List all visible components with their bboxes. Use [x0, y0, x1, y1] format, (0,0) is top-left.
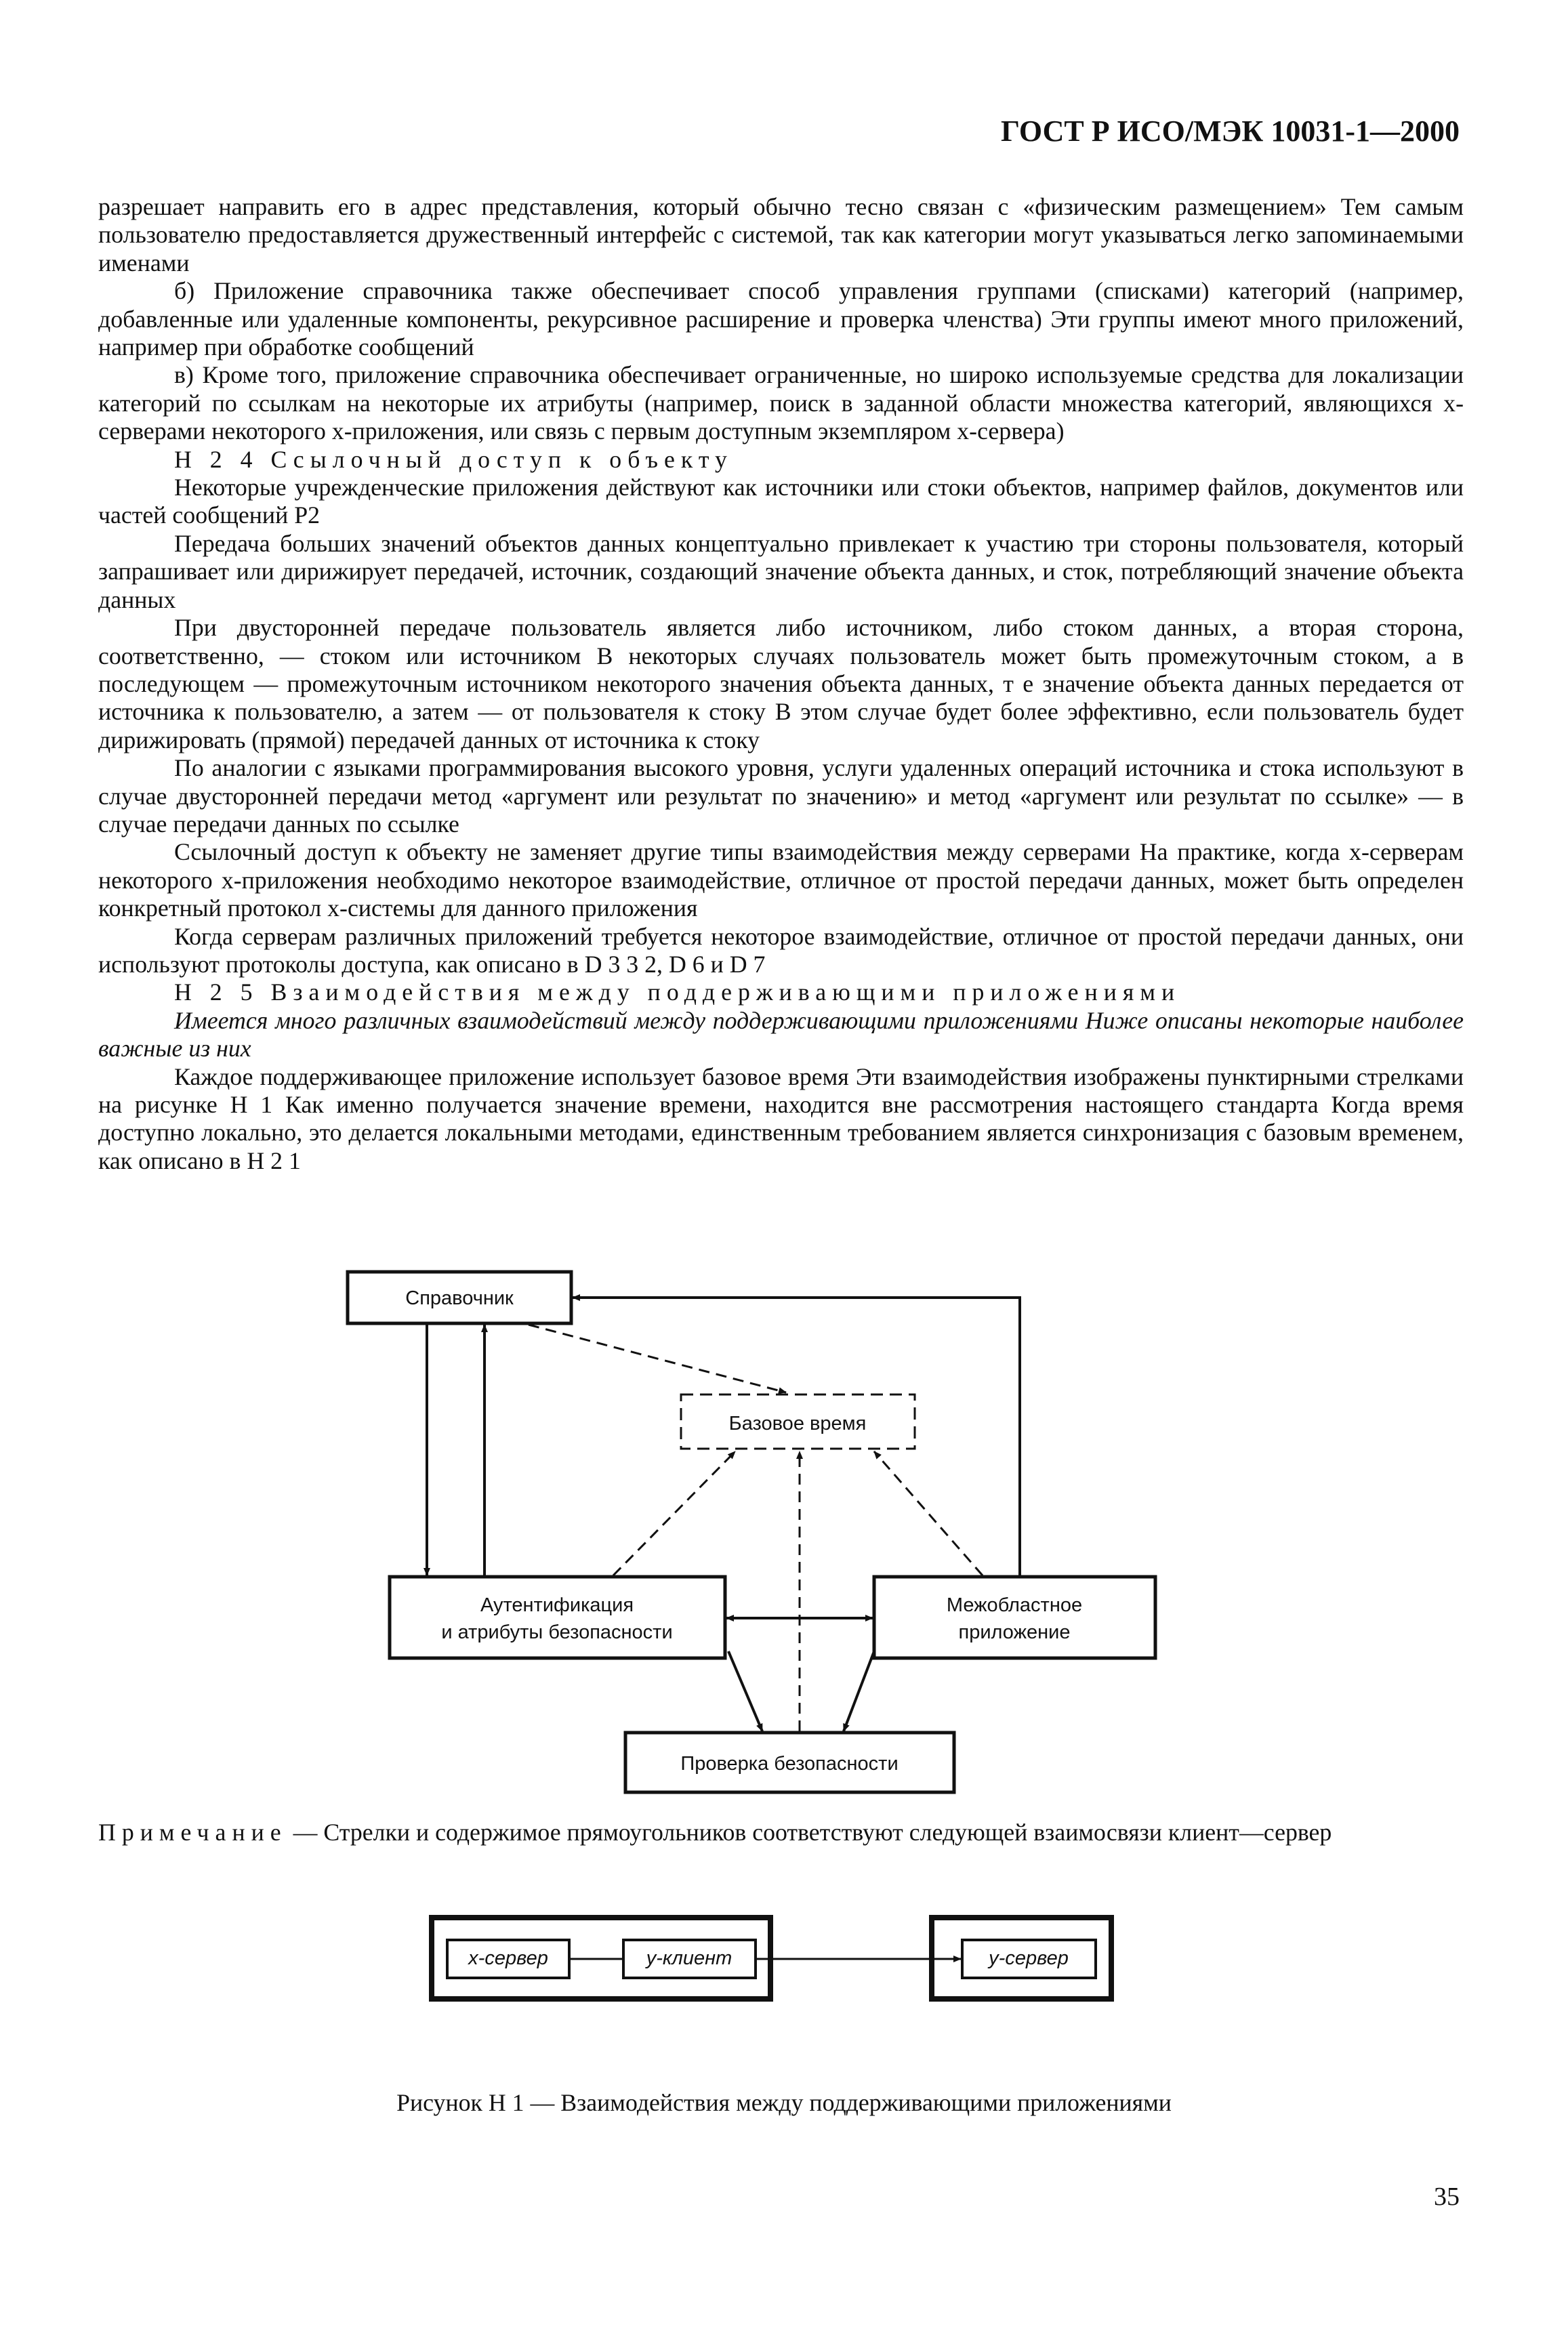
directory-label: Справочник — [405, 1287, 514, 1309]
interdomain-label-1: Межобластное — [946, 1594, 1083, 1616]
page-number: 35 — [1434, 2183, 1460, 2211]
paragraph: Когда серверам различных приложений требуется некоторое взаимодействие, отличное от простой передачи данных, они используют протоколы доступа, как описано в D 3 3 2, D 6 и D 7 — [98, 922, 1464, 978]
dashed-arrow-auth-to-time — [613, 1451, 735, 1575]
figure-caption: Рисунок Н 1 — Взаимодействия между поддерживающими приложениями — [396, 2089, 1172, 2116]
note-label: Примечание — [98, 1819, 287, 1846]
security-check-label: Проверка безопасности — [680, 1753, 899, 1775]
body-text — [98, 193, 1464, 1175]
dashed-arrow-interdomain-to-time — [874, 1451, 983, 1575]
auth-box — [390, 1577, 725, 1658]
paragraph: разрешает направить его в адрес представления, который обычно тесно связан с «физическим размещением» Тем самым пользователю предоставляется дружественный интерфейс с системой, так как категории могут указываться легко запоминаемыми именами — [98, 193, 1464, 276]
paragraph: б) Приложение справочника также обеспечивает способ управления группами (списками) категорий (например, добавленные или удаленные компоненты, рекурсивное расширение и проверка членства) Эти группы имеют много приложений, например при обработке сообщений — [98, 277, 1464, 361]
section-heading: Н 2 5 Взаимодействия между поддерживающими приложениями — [174, 978, 1181, 1006]
paragraph: Ссылочный доступ к объекту не заменяет другие типы взаимодействия между серверами На практике, когда х-серверам некоторого х-приложения необходимо некоторое взаимодействие, отличное от простой передачи данных, может быть определен конкретный протокол х-системы для данного приложения — [98, 838, 1464, 922]
paragraph: Имеется много различных взаимодействий между поддерживающими приложениями Ниже описаны некоторые наиболее важные из них — [98, 1006, 1464, 1062]
paragraph: Каждое поддерживающее приложение использует базовое время Эти взаимодействия изображены пунктирными стрелками на рисунке Н 1 Как именно получается значение времени, находится вне рассмотрения настоящего стандарта Когда время доступно локально, это делается локальными методами, единственным требованием является синхронизация с базовым временем, как описано в Н 2 1 — [98, 1062, 1464, 1174]
interdomain-box — [874, 1577, 1155, 1658]
base-time-label: Базовое время — [728, 1413, 867, 1434]
arrow-auth-to-check — [728, 1651, 762, 1731]
arrow-interdomain-to-directory — [573, 1298, 1020, 1577]
x-server-label: х-сервер — [468, 1947, 548, 1969]
interdomain-label-2: приложение — [958, 1621, 1071, 1643]
note-text: — Стрелки и содержимое прямоугольников соответствуют следующей взаимосвязи клиент—сервер — [287, 1819, 1332, 1846]
y-client-label: у-клиент — [646, 1947, 733, 1969]
figure-note — [98, 1817, 1464, 1847]
document-header: ГОСТ Р ИСО/МЭК 10031-1—2000 — [1000, 115, 1460, 148]
paragraph: При двусторонней передаче пользователь является либо источником, либо стоком данных, а вторая сторона, соответственно, — стоком или источником В некоторых случаях пользователь может быть промежуточным стоком, а в последующем — промежуточным источником некоторого значения объекта данных, т е значение объекта данных передается от источника к пользователю, а затем — от пользователя к стоку В этом случае будет более эффективно, если пользователь будет дирижировать (прямой) передачей данных от источника к стоку — [98, 614, 1464, 753]
auth-label-2: и атрибуты безопасности — [441, 1621, 673, 1643]
section-heading: Н 2 4 Ссылочный доступ к объекту — [174, 445, 733, 473]
paragraph: в) Кроме того, приложение справочника обеспечивает ограниченные, но широко используемые средства для локализации категорий по ссылкам на некоторые их атрибуты (например, поиск в заданной области множества категорий, являющихся х-серверами некоторого х-приложения, или связь с первым доступным экземпляром х-сервера) — [98, 361, 1464, 445]
figure-h1-diagram — [0, 1254, 1568, 2080]
y-server-label: у-сервер — [989, 1947, 1069, 1969]
paragraph: Некоторые учрежденческие приложения действуют как источники или стоки объектов, например файлов, документов или частей сообщений Р2 — [98, 474, 1464, 529]
arrow-interdomain-to-check — [844, 1651, 874, 1731]
dashed-arrow-directory-to-time — [529, 1325, 786, 1392]
paragraph: По аналогии с языками программирования высокого уровня, услуги удаленных операций источника и стока используют в случае двусторонней передачи метод «аргумент или результат по значению» и метод «аргумент или результат по ссылке» — в случае передачи данных по ссылке — [98, 754, 1464, 838]
paragraph: Передача больших значений объектов данных концептуально привлекает к участию три стороны пользователя, который запрашивает или дирижирует передачей, источник, создающий значение объекта данных, и сток, потребляющий значение объекта данных — [98, 529, 1464, 613]
auth-label-1: Аутентификация — [480, 1594, 634, 1616]
